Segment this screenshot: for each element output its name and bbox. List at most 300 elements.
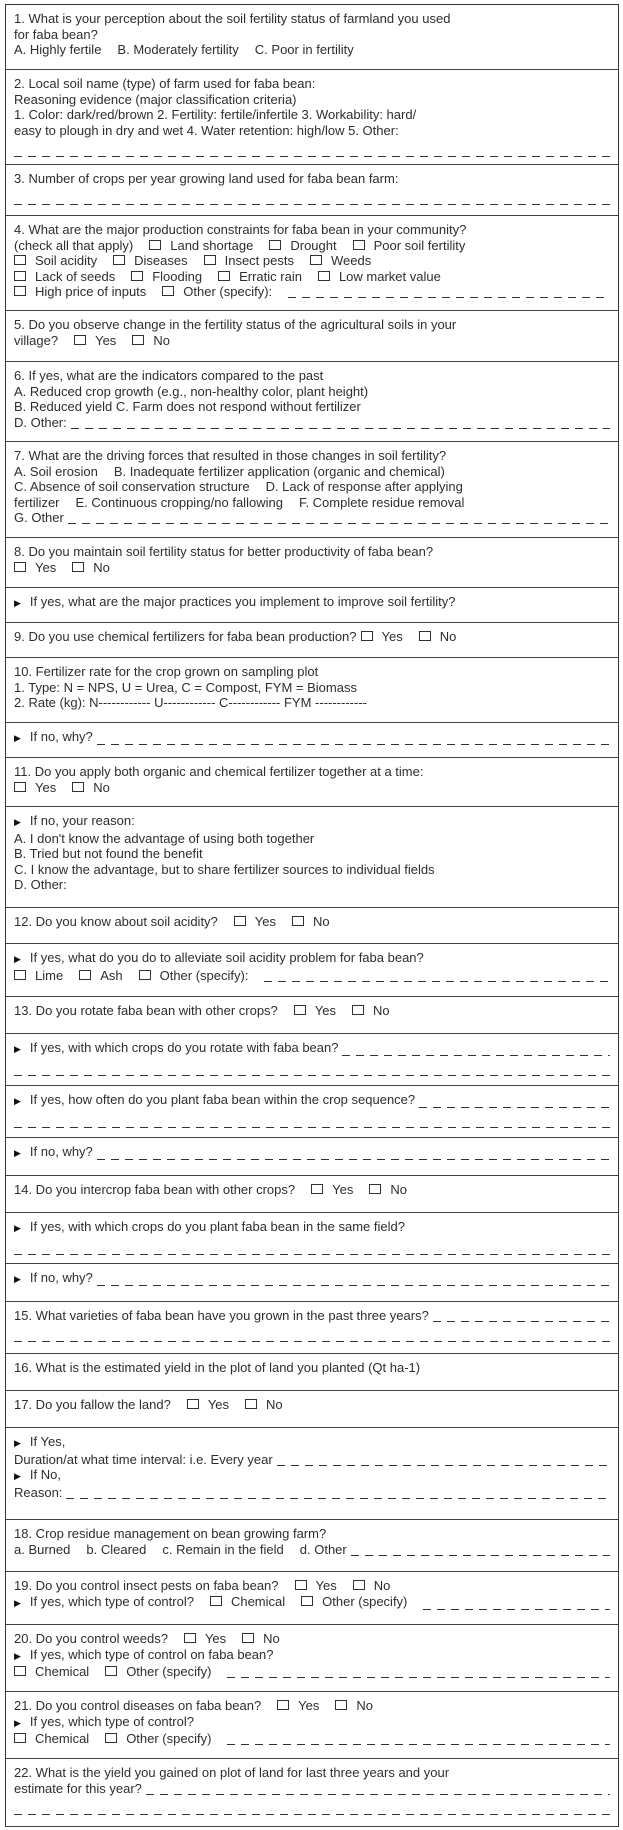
question-line — [14, 1594, 610, 1612]
checkbox-option[interactable] — [187, 1397, 229, 1413]
question-line — [14, 1485, 610, 1501]
question-text: B. Reduced yield C. Farm does not respond without fertilizer — [14, 399, 361, 414]
checkbox[interactable] — [301, 1596, 313, 1606]
question-row — [6, 723, 618, 758]
checkbox-label: Other (specify) — [322, 1593, 408, 1609]
checkbox[interactable] — [210, 1596, 222, 1606]
checkbox-option[interactable] — [14, 253, 97, 269]
checkbox-label: Yes — [207, 1397, 230, 1412]
question-line — [14, 544, 610, 560]
answer-blank-field[interactable] — [227, 1734, 610, 1746]
checkbox[interactable] — [74, 335, 86, 345]
question-text: A. Highly fertile — [14, 42, 102, 57]
question-row — [6, 623, 618, 658]
question-text: If Yes, — [29, 1434, 66, 1449]
question-text: If No, — [29, 1467, 61, 1482]
checkbox[interactable] — [14, 1666, 26, 1676]
question-line — [14, 1110, 610, 1130]
checkbox[interactable] — [14, 970, 26, 980]
question-line — [14, 1040, 610, 1058]
checkbox-option[interactable] — [295, 1578, 337, 1594]
question-line — [14, 171, 610, 187]
checkbox-option[interactable] — [292, 914, 330, 930]
checkbox-option[interactable] — [234, 914, 276, 930]
question-text: If yes, which type of control? — [29, 1593, 194, 1609]
answer-blank-field[interactable] — [288, 287, 610, 299]
checkbox-label: Yes — [381, 629, 403, 644]
question-row — [6, 1625, 618, 1692]
answer-blank-field[interactable] — [14, 145, 610, 157]
question-text: 1. What is your perception about the soil fertility status of farmland you used — [14, 11, 451, 26]
triangle-bullet-icon: ▶ — [14, 598, 21, 608]
question-text: 2. Local soil name (type) of farm used for faba bean: — [14, 76, 316, 91]
checkbox-label: Yes — [35, 559, 57, 575]
answer-blank-field[interactable] — [97, 1275, 610, 1287]
question-line — [14, 187, 610, 207]
checkbox-option[interactable] — [352, 1003, 390, 1019]
question-line — [14, 1664, 610, 1680]
checkbox[interactable] — [295, 1580, 307, 1590]
checkbox-label: Other (specify) — [126, 1664, 212, 1679]
question-text: 4. What are the major production constraints for faba bean in your community? — [14, 222, 467, 237]
checkbox[interactable] — [132, 335, 144, 345]
question-line — [14, 831, 610, 847]
triangle-bullet-icon: ▶ — [14, 1717, 21, 1728]
question-text: B. Inadequate fertilizer application (organic and chemical) — [113, 463, 445, 479]
checkbox-option[interactable] — [369, 1182, 407, 1198]
checkbox-option[interactable] — [14, 284, 146, 300]
checkbox[interactable] — [14, 782, 26, 792]
checkbox[interactable] — [14, 286, 26, 296]
checkbox-option[interactable] — [184, 1631, 226, 1647]
checkbox[interactable] — [234, 916, 246, 926]
question-text: 12. Do you know about soil acidity? — [14, 914, 218, 929]
checkbox-option[interactable] — [353, 1578, 391, 1594]
questionnaire-form — [5, 4, 619, 1827]
question-line — [14, 813, 610, 831]
checkbox[interactable] — [14, 1733, 26, 1743]
question-text: If no, why? — [29, 729, 93, 744]
question-line — [14, 1631, 610, 1647]
question-text: 21. Do you control diseases on faba bean? — [14, 1698, 262, 1713]
question-text: 5. Do you observe change in the fertility status of the agricultural soils in your — [14, 317, 457, 332]
question-text: 9. Do you use chemical fertilizers for faba bean production? — [14, 629, 357, 644]
question-line — [14, 1308, 610, 1324]
checkbox-label: Chemical — [35, 1664, 90, 1679]
question-text: 8. Do you maintain soil fertility status for better productivity of faba bean? — [14, 544, 434, 559]
triangle-bullet-icon: ▶ — [14, 1223, 21, 1233]
question-row — [6, 5, 618, 70]
checkbox-option[interactable] — [113, 253, 187, 269]
question-line — [14, 1092, 610, 1110]
question-line — [14, 399, 610, 415]
checkbox-label: Yes — [298, 1698, 320, 1713]
question-row — [6, 807, 618, 908]
checkbox[interactable] — [218, 271, 230, 281]
answer-blank-field[interactable] — [14, 194, 610, 206]
question-row — [6, 538, 618, 588]
answer-blank-field[interactable] — [227, 1667, 610, 1679]
answer-blank-field[interactable] — [419, 1097, 610, 1109]
checkbox-label: Other (specify): — [183, 284, 273, 299]
checkbox-label: Other (specify): — [159, 967, 249, 983]
question-line — [14, 495, 610, 511]
checkbox[interactable] — [245, 1399, 257, 1409]
checkbox[interactable] — [105, 1733, 117, 1743]
question-text: a. Burned — [14, 1541, 71, 1557]
question-line — [14, 1647, 610, 1665]
question-line — [14, 862, 610, 878]
question-line — [14, 27, 610, 43]
question-line — [14, 1434, 610, 1452]
checkbox-option[interactable] — [139, 968, 249, 984]
triangle-bullet-icon: ▶ — [14, 1044, 21, 1054]
question-line — [14, 950, 610, 968]
triangle-bullet-icon: ▶ — [14, 1096, 21, 1106]
question-row — [6, 1213, 618, 1264]
answer-blank-field[interactable] — [66, 1487, 610, 1499]
question-text: 10. Fertilizer rate for the crop grown on sampling plot — [14, 664, 319, 679]
question-line — [14, 448, 610, 464]
question-line — [14, 914, 610, 930]
question-text: E. Continuous cropping/no fallowing — [75, 494, 283, 510]
checkbox-option[interactable] — [162, 284, 272, 300]
checkbox-option[interactable] — [311, 1182, 353, 1198]
question-row — [6, 908, 618, 944]
question-row — [6, 362, 618, 442]
question-row — [6, 1138, 618, 1176]
checkbox-option[interactable] — [72, 560, 110, 576]
question-line — [14, 1237, 610, 1257]
question-row — [6, 1302, 618, 1354]
question-row — [6, 165, 618, 216]
checkbox-option[interactable] — [72, 780, 110, 796]
question-row — [6, 1086, 618, 1138]
checkbox-option[interactable] — [14, 1731, 89, 1747]
question-text: If yes, which type of control? — [29, 1713, 194, 1729]
question-line — [14, 415, 610, 431]
question-line — [14, 1526, 610, 1542]
question-line — [14, 1397, 610, 1413]
answer-blank-field[interactable] — [97, 1149, 610, 1161]
question-text: village? — [14, 332, 59, 348]
checkbox-option[interactable] — [301, 1594, 407, 1610]
checkbox-option[interactable] — [204, 253, 294, 269]
question-text: (check all that apply) — [14, 237, 134, 253]
checkbox-option[interactable] — [210, 1594, 285, 1610]
checkbox[interactable] — [294, 1005, 306, 1015]
question-line — [14, 1698, 610, 1714]
question-line — [14, 1182, 610, 1198]
question-line — [14, 238, 610, 254]
checkbox-option[interactable] — [131, 269, 202, 285]
question-line — [14, 510, 610, 526]
question-text: easy to plough in dry and wet 4. Water retention: high/low 5. Other: — [14, 122, 399, 138]
checkbox-label: Weeds — [330, 253, 372, 268]
question-line — [14, 1144, 610, 1162]
question-text: If yes, how often do you plant faba bean within the crop sequence? — [29, 1092, 416, 1107]
checkbox[interactable] — [361, 631, 373, 641]
question-line — [14, 780, 610, 796]
question-row — [6, 658, 618, 723]
question-text: b. Cleared — [86, 1541, 147, 1557]
triangle-bullet-icon: ▶ — [14, 1438, 21, 1448]
question-text: B. Tried but not found the benefit — [14, 846, 203, 861]
question-text: Reason: — [14, 1484, 63, 1500]
question-line — [14, 629, 610, 645]
checkbox[interactable] — [369, 1184, 381, 1194]
checkbox-option[interactable] — [14, 560, 56, 576]
question-row — [6, 1176, 618, 1213]
question-line — [14, 560, 610, 576]
checkbox[interactable] — [72, 782, 84, 792]
checkbox[interactable] — [353, 240, 365, 250]
checkbox-label: Erratic rain — [239, 268, 302, 284]
question-text: C. Absence of soil conservation structure — [14, 479, 250, 494]
question-text: If no, why? — [29, 1144, 93, 1159]
checkbox-label: No — [373, 1578, 391, 1593]
question-line — [14, 968, 610, 984]
checkbox[interactable] — [292, 916, 304, 926]
question-text: 17. Do you fallow the land? — [14, 1397, 171, 1412]
question-row — [6, 1428, 618, 1520]
question-text: B. Moderately fertility — [117, 42, 239, 57]
answer-blank-field[interactable] — [68, 513, 610, 525]
triangle-bullet-icon: ▶ — [14, 954, 21, 964]
question-text: estimate for this year? — [14, 1780, 142, 1796]
question-line — [14, 1452, 610, 1468]
checkbox-label: Chemical — [230, 1593, 286, 1609]
checkbox-label: No — [266, 1397, 283, 1412]
checkbox[interactable] — [187, 1399, 199, 1409]
question-text: 2. Rate (kg): N------------ U------------ C------------ FYM ------------ — [14, 695, 367, 710]
question-line — [14, 1714, 610, 1732]
question-line — [14, 1324, 610, 1344]
checkbox[interactable] — [318, 271, 330, 281]
question-text: c. Remain in the field — [162, 1541, 284, 1557]
checkbox-label: Other (specify) — [126, 1731, 212, 1746]
checkbox[interactable] — [310, 255, 322, 265]
triangle-bullet-icon: ▶ — [14, 1148, 21, 1158]
question-line — [14, 1467, 610, 1485]
question-text: 3. Number of crops per year growing land used for faba bean farm: — [14, 171, 399, 186]
checkbox-option[interactable] — [79, 968, 122, 984]
checkbox-option[interactable] — [353, 238, 466, 254]
checkbox-label: Yes — [315, 1578, 337, 1593]
question-line — [14, 846, 610, 862]
checkbox-option[interactable] — [218, 269, 302, 285]
checkbox[interactable] — [105, 1666, 117, 1676]
checkbox-label: No — [93, 779, 110, 795]
question-text: If yes, which type of control on faba bean? — [29, 1646, 274, 1662]
question-line — [14, 76, 610, 92]
answer-blank-field[interactable] — [14, 1331, 610, 1343]
checkbox[interactable] — [269, 240, 281, 250]
checkbox-option[interactable] — [277, 1698, 319, 1714]
question-row — [6, 1264, 618, 1302]
checkbox-label: High price of inputs — [35, 284, 147, 299]
checkbox-label: No — [93, 559, 110, 575]
question-line — [14, 368, 610, 384]
answer-blank-field[interactable] — [264, 970, 610, 982]
answer-blank-field[interactable] — [277, 1454, 610, 1466]
question-row — [6, 1759, 618, 1827]
question-line — [14, 1058, 610, 1078]
question-text: D. Other: — [14, 414, 67, 430]
answer-blank-field[interactable] — [146, 1783, 610, 1795]
checkbox-option[interactable] — [245, 1397, 283, 1413]
answer-blank-field[interactable] — [14, 1117, 610, 1129]
checkbox-label: No — [356, 1698, 374, 1713]
question-line — [14, 1270, 610, 1288]
question-line — [14, 11, 610, 27]
question-line — [14, 877, 610, 893]
question-text: If yes, with which crops do you plant faba bean in the same field? — [29, 1219, 405, 1234]
question-text: 7. What are the driving forces that resulted in those changes in soil fertility? — [14, 448, 447, 463]
question-line — [14, 594, 610, 612]
question-text: 1. Color: dark/red/brown 2. Fertility: fertile/infertile 3. Workability: hard/ — [14, 107, 417, 122]
question-text: 18. Crop residue management on bean growing farm? — [14, 1526, 327, 1541]
answer-blank-field[interactable] — [423, 1598, 610, 1610]
triangle-bullet-icon: ▶ — [14, 1471, 21, 1481]
question-row — [6, 1520, 618, 1572]
checkbox[interactable] — [72, 562, 84, 572]
checkbox-label: Chemical — [35, 1731, 90, 1746]
checkbox[interactable] — [14, 562, 26, 572]
checkbox-option[interactable] — [419, 629, 457, 645]
question-text: A. Soil erosion — [14, 463, 98, 479]
question-text: for faba bean? — [14, 26, 98, 42]
checkbox-label: Yes — [332, 1182, 354, 1197]
question-line — [14, 764, 610, 780]
checkbox-option[interactable] — [149, 238, 253, 254]
checkbox[interactable] — [149, 240, 161, 250]
question-row — [6, 997, 618, 1034]
checkbox[interactable] — [162, 286, 174, 296]
checkbox-option[interactable] — [14, 968, 63, 984]
checkbox[interactable] — [14, 271, 26, 281]
checkbox-option[interactable] — [14, 1664, 89, 1680]
question-row — [6, 1034, 618, 1086]
checkbox[interactable] — [277, 1700, 289, 1710]
answer-blank-field[interactable] — [342, 1045, 610, 1057]
checkbox[interactable] — [113, 255, 125, 265]
question-line — [14, 479, 610, 495]
question-row — [6, 442, 618, 538]
question-line — [14, 107, 610, 123]
question-line — [14, 1542, 610, 1558]
question-text: d. Other — [299, 1541, 347, 1557]
answer-blank-field[interactable] — [14, 1803, 610, 1815]
checkbox-option[interactable] — [318, 269, 441, 285]
question-line — [14, 317, 610, 333]
checkbox-label: Yes — [204, 1631, 227, 1646]
answer-blank-field[interactable] — [71, 417, 610, 429]
checkbox[interactable] — [204, 255, 216, 265]
checkbox-option[interactable] — [132, 333, 170, 349]
question-line — [14, 1578, 610, 1594]
question-text: 22. What is the yield you gained on plot of land for last three years and your — [14, 1765, 450, 1780]
checkbox[interactable] — [184, 1633, 196, 1643]
checkbox-label: No — [313, 914, 330, 929]
checkbox-label: No — [439, 629, 457, 644]
question-row — [6, 588, 618, 623]
triangle-bullet-icon: ▶ — [14, 1650, 21, 1661]
question-line — [14, 1219, 610, 1237]
question-text: If no, your reason: — [29, 813, 135, 828]
checkbox-label: Yes — [314, 1003, 336, 1018]
checkbox-label: No — [373, 1003, 390, 1018]
checkbox-label: Drought — [290, 237, 337, 253]
checkbox-label: Yes — [254, 914, 277, 929]
checkbox-label: Land shortage — [170, 237, 254, 253]
question-line — [14, 269, 610, 285]
question-row — [6, 944, 618, 997]
question-text: A. I don't know the advantage of using both together — [14, 830, 315, 846]
question-row — [6, 1354, 618, 1391]
checkbox[interactable] — [139, 970, 151, 980]
question-text: 14. Do you intercrop faba bean with other crops? — [14, 1182, 296, 1197]
checkbox[interactable] — [242, 1633, 254, 1643]
question-line — [14, 1731, 610, 1747]
checkbox-option[interactable] — [105, 1731, 211, 1747]
checkbox-label: No — [263, 1631, 280, 1646]
checkbox-label: Low market value — [338, 268, 441, 284]
checkbox[interactable] — [131, 271, 143, 281]
question-line — [14, 1765, 610, 1781]
answer-blank-field[interactable] — [14, 1244, 610, 1256]
question-text: F. Complete residue removal — [298, 494, 465, 510]
checkbox[interactable] — [79, 970, 91, 980]
checkbox[interactable] — [352, 1005, 364, 1015]
checkbox-option[interactable] — [335, 1698, 373, 1714]
question-text: If yes, what do you do to alleviate soil acidity problem for faba bean? — [29, 950, 424, 965]
checkbox-option[interactable] — [14, 780, 56, 796]
checkbox-option[interactable] — [105, 1664, 211, 1680]
checkbox-label: No — [390, 1182, 407, 1197]
question-row — [6, 1391, 618, 1428]
question-line — [14, 464, 610, 480]
answer-blank-field[interactable] — [351, 1544, 610, 1556]
checkbox-label: Diseases — [134, 253, 188, 268]
question-text: 11. Do you apply both organic and chemical fertilizer together at a time: — [14, 764, 424, 779]
checkbox-option[interactable] — [269, 238, 336, 254]
answer-blank-field[interactable] — [97, 734, 610, 746]
checkbox[interactable] — [353, 1580, 365, 1590]
question-row — [6, 1692, 618, 1759]
question-text: C. I know the advantage, but to share fertilizer sources to individual fields — [14, 861, 435, 877]
checkbox-option[interactable] — [74, 333, 116, 349]
checkbox[interactable] — [419, 631, 431, 641]
checkbox[interactable] — [335, 1700, 347, 1710]
answer-blank-field[interactable] — [433, 1311, 610, 1323]
checkbox-option[interactable] — [242, 1631, 280, 1647]
question-line — [14, 222, 610, 238]
checkbox-label: Yes — [35, 779, 57, 795]
checkbox[interactable] — [14, 255, 26, 265]
answer-blank-field[interactable] — [14, 1065, 610, 1077]
question-line — [14, 284, 610, 300]
question-row — [6, 70, 618, 165]
question-line — [14, 333, 610, 349]
checkbox-option[interactable] — [310, 253, 371, 269]
checkbox-option[interactable] — [14, 269, 115, 285]
checkbox-label: Yes — [95, 332, 117, 348]
question-text: If yes, what are the major practices you implement to improve soil fertility? — [29, 594, 456, 609]
checkbox[interactable] — [311, 1184, 323, 1194]
checkbox-option[interactable] — [361, 629, 403, 645]
checkbox-option[interactable] — [294, 1003, 336, 1019]
